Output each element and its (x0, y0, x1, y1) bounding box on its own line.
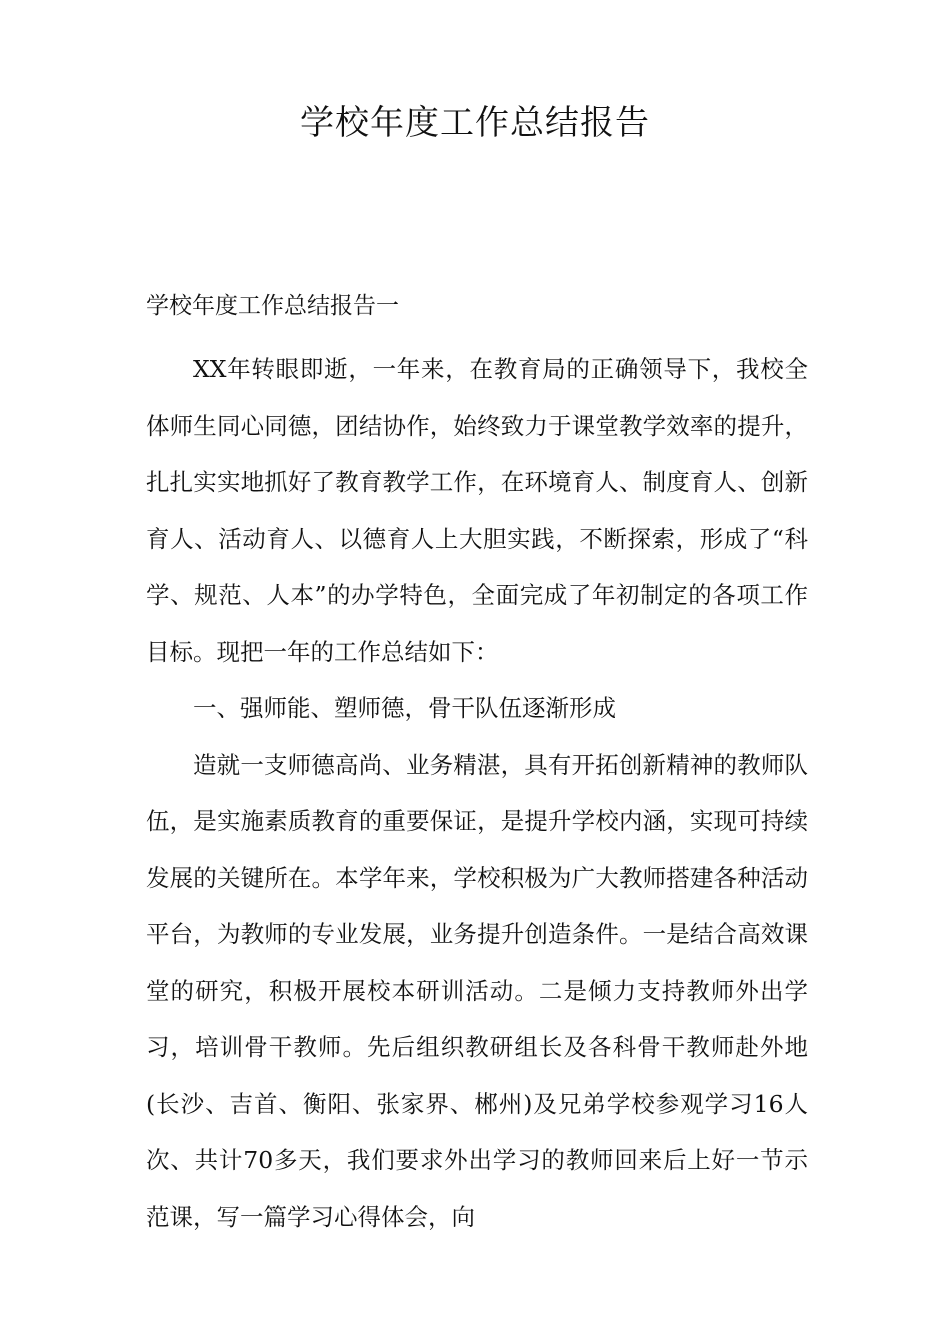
document-body (146, 284, 808, 1245)
report-subtitle: 学校年度工作总结报告一 (146, 293, 399, 319)
section-heading-1: 一、强师能、塑师德，骨干队伍逐渐形成 (193, 694, 616, 722)
paragraph-section-1: 造就一支师德高尚、业务精湛，具有开拓创新精神的教师队伍，是实施素质教育的重要保证，是提升学校内涵，实现可持续发展的关键所在。本学年来，学校积极为广大教师搭建各种活动平台，为教师的专业发展，业务提升创造条件。一是结合高效课堂的研究，积极开展校本研训活动。二是倾力支持教师外出学习，培训骨干教师。先后组织教研组长及各科骨干教师赴外地(长沙、吉首、衡阳、张家界、郴州)及兄弟学校参观学习16人次、共计70多天，我们要求外出学习的教师回来后上好一节示范课，写一篇学习心得体会，向 (146, 750, 808, 1231)
paragraph-intro: XX年转眼即逝，一年来，在教育局的正确领导下，我校全体师生同心同德，团结协作，始终致力于课堂教学效率的提升，扎扎实实地抓好了教育教学工作，在环境育人、制度育人、创新育人、活动育人、以德育人上大胆实践，不断探索，形成了“科学、规范、人本”的办学特色，全面完成了年初制定的各项工作目标。现把一年的工作总结如下： (146, 355, 808, 666)
document-title: 学校年度工作总结报告 (300, 103, 650, 143)
